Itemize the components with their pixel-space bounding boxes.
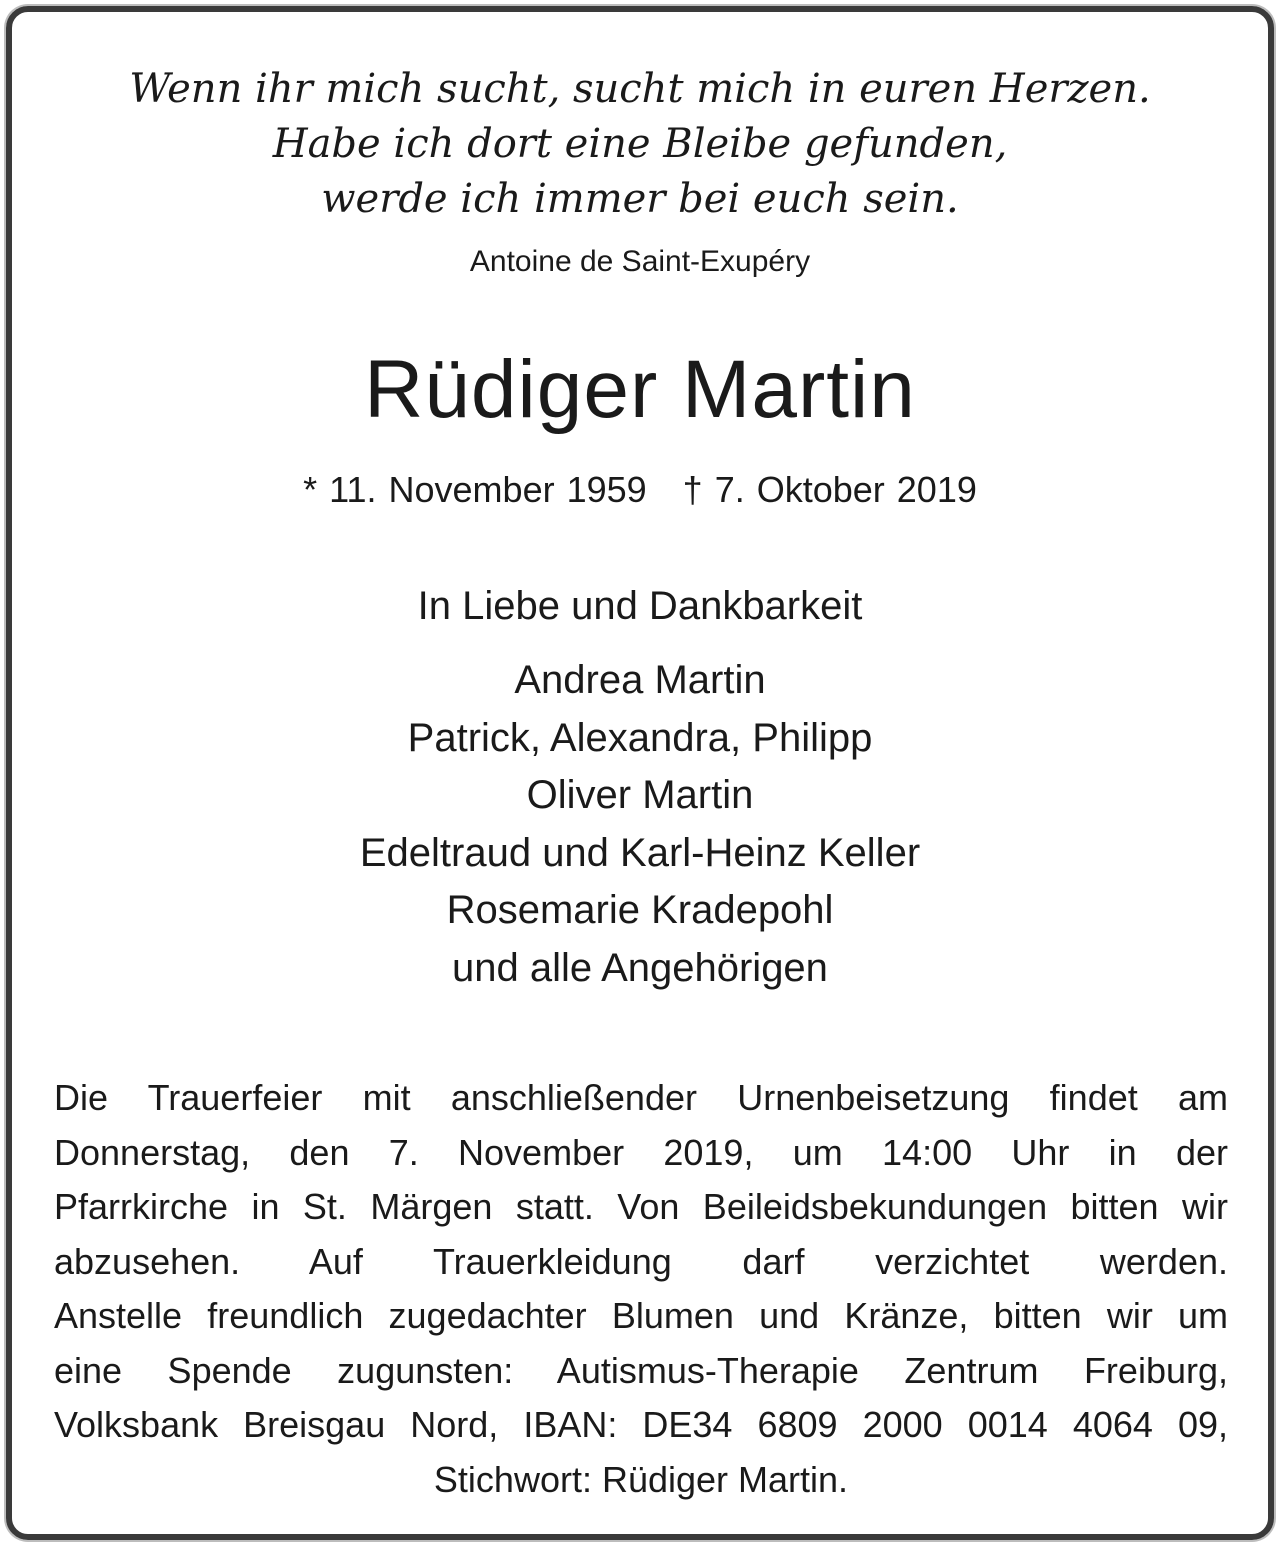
notice-line: Die Trauerfeier mit anschließender Urnenbeisetzung findet am — [54, 1077, 1228, 1118]
funeral-notice — [54, 1071, 1228, 1507]
death-date: † 7. Oktober 2019 — [682, 469, 977, 510]
mourner: Andrea Martin — [514, 658, 766, 702]
dedication: In Liebe und Dankbarkeit — [417, 584, 863, 628]
life-dates — [0, 466, 1280, 514]
birth-date: * 11. November 1959 — [303, 469, 647, 510]
mourner: Rosemarie Kradepohl — [446, 888, 834, 932]
quote-line: Habe ich dort eine Bleibe gefunden, — [272, 121, 1008, 167]
notice-line: Donnerstag, den 7. November 2019, um 14:00 Uhr in der — [54, 1131, 1228, 1173]
notice-line: Pfarrkirche in St. Märgen statt. Von Beileidsbekundungen bitten wir — [54, 1186, 1228, 1227]
mourners-list — [0, 652, 1280, 997]
quote-line: Wenn ihr mich sucht, sucht mich in euren Herzen. — [129, 66, 1151, 112]
quote-line: werde ich immer bei euch sein. — [321, 176, 959, 222]
mourner: Patrick, Alexandra, Philipp — [407, 715, 873, 760]
notice-line: abzusehen. Auf Trauerkleidung darf verzichtet werden. — [54, 1240, 1228, 1282]
quote — [0, 62, 1280, 227]
mourner: Edeltraud und Karl-Heinz Keller — [359, 830, 921, 875]
mourner: Oliver Martin — [526, 773, 754, 817]
quote-author: Antoine de Saint-Exupéry — [469, 245, 811, 278]
notice-line: Volksbank Breisgau Nord, IBAN: DE34 6809 2000 0014 4064 09, — [54, 1404, 1228, 1445]
deceased-name: Rüdiger Martin — [364, 344, 916, 435]
mourner: und alle Angehörigen — [452, 945, 828, 990]
notice-line: Anstelle freundlich zugedachter Blumen und Kränze, bitten wir um — [54, 1295, 1228, 1336]
notice-line: eine Spende zugunsten: Autismus-Therapie Zentrum Freiburg, — [54, 1349, 1228, 1391]
notice-line: Stichwort: Rüdiger Martin. — [433, 1458, 849, 1500]
